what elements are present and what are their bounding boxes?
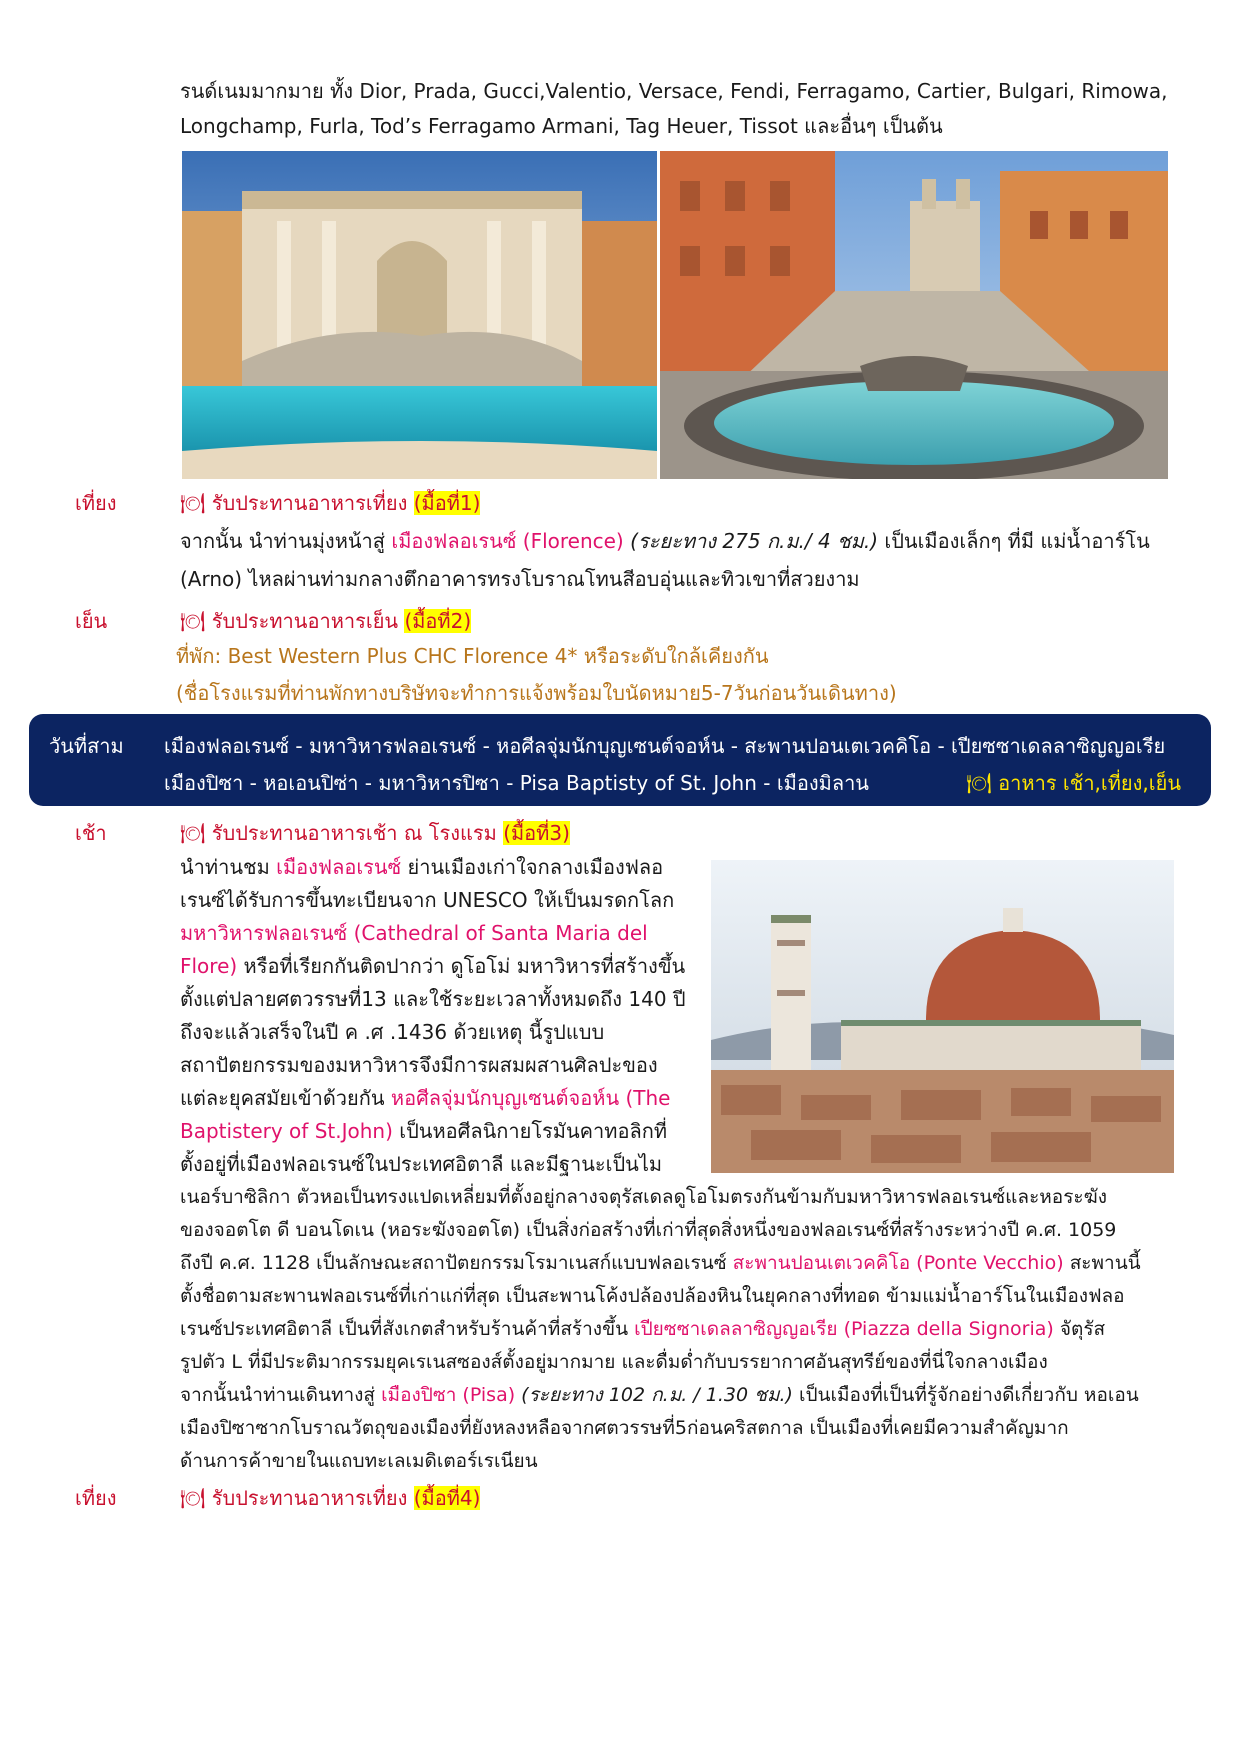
florence-para-line-2: เรนซ์ได้รับการขึ้นทะเบียนจาก UNESCO ให้เป็นมรดกโลก xyxy=(180,888,675,912)
distance: (ระยะทาง 102 ก.ม. / 1.30 ชม.) xyxy=(521,1384,793,1406)
day-label: วันที่สาม xyxy=(49,734,124,758)
dinner-meal-line xyxy=(180,605,471,637)
place-name: สะพานปอนเตเวคคิโอ (Ponte Vecchio) xyxy=(732,1252,1064,1274)
text: จากนั้น นำท่านมุ่งหน้าสู่ xyxy=(180,529,385,553)
text: จากนั้นนำท่านเดินทางสู่ xyxy=(180,1384,376,1406)
distance: (ระยะทาง 275 ก.ม./ 4 ชม.) xyxy=(630,529,879,553)
intro-line-1: รนด์เนมมากมาย ทั้ง Dior, Prada, Gucci,Valentio, Versace, Fendi, Ferragamo, Cartier, Bulgari, Rimowa, xyxy=(180,79,1168,103)
florence-para-line-11: เนอร์บาซิลิกา ตัวหอเป็นทรงแปดเหลี่ยมที่ตั้งอยู่กลางจตุรัสเดลดูโอโมตรงกันข้ามกับมหาวิหารฟลอเรนซ์และหอระฆัง xyxy=(180,1186,1108,1208)
spanish-steps-photo xyxy=(660,151,1168,479)
text: สะพานนี้ xyxy=(1069,1252,1141,1274)
hotel-line: ที่พัก: Best Western Plus CHC Florence 4* หรือระดับใกล้เคียงกัน xyxy=(176,644,769,668)
florence-para-line-13 xyxy=(180,1247,1141,1280)
lunch-label: เที่ยง xyxy=(75,491,117,515)
route-line-1: เมืองฟลอเรนซ์ - มหาวิหารฟลอเรนซ์ - หอศีลจุ่มนักบุญเซนต์จอห์น - สะพานปอนเตเวคคิโอ - เปียซซาเดลลาซิญญอเรีย xyxy=(164,734,1166,758)
florence-para-line-16: รูปตัว L ที่มีประติมากรรมยุคเรเนสซองส์ตั้งอยู่มากมาย และดื่มด่ำกับบรรยากาศอันสุทรีย์ของที่นี่ใจกลางเมือง xyxy=(180,1351,1048,1373)
day-banner xyxy=(29,714,1211,806)
trevi-fountain-photo xyxy=(182,151,657,479)
lunch2-label: เที่ยง xyxy=(75,1486,117,1510)
text: หรือที่เรียกกันติดปากว่า ดูโอโม่ มหาวิหารที่สร้างขึ้น xyxy=(243,954,686,978)
florence-para-line-5: ตั้งแต่ปลายศตวรรษที่13 และใช้ระยะเวลาทั้งหมดถึง 140 ปี xyxy=(180,987,686,1011)
lunch2-meal-text: รับประทานอาหารเที่ยง xyxy=(211,1486,408,1510)
lunch-meal-badge: (มื้อที่1) xyxy=(413,491,481,515)
intro-line-2: Longchamp, Furla, Tod’s Ferragamo Armani, Tag Heuer, Tissot และอื่นๆ เป็นต้น xyxy=(180,114,943,138)
florence-para-line-10: ตั้งอยู่ที่เมืองฟลอเรนซ์ในประเทศอิตาลี และมีฐานะเป็นไม xyxy=(180,1152,663,1176)
florence-para-line-4 xyxy=(180,950,685,983)
pisa-para-line-2: เมืองปิซาซากโบราณวัตถุของเมืองที่ยังหลงหลือจากศตวรรษที่5ก่อนคริสตกาล เป็นเมืองที่เคยมีความสำคัญมาก xyxy=(180,1417,1069,1439)
florence-para-line-7: สถาปัตยกรรมของมหาวิหารจึงมีการผสมผสานศิลปะของ xyxy=(180,1053,658,1077)
place-name: เมืองฟลอเรนซ์ xyxy=(276,855,402,879)
dinner-meal-text: รับประทานอาหารเย็น xyxy=(211,609,399,633)
place-name: เมืองปิซา (Pisa) xyxy=(381,1384,516,1406)
plate-icon: 🍽 xyxy=(180,821,206,845)
place-name: เมืองฟลอเรนซ์ (Florence) xyxy=(391,529,624,553)
florence-para-line-8 xyxy=(180,1082,671,1115)
florence-para-line-12: ของจอตโต ดี บอนโดเน (หอระฆังจอตโต) เป็นสิ่งก่อสร้างที่เก่าที่สุดสิ่งหนึ่งของฟลอเรนซ์ที่สร้างระหว่างปี ค.ศ. 1059 xyxy=(180,1219,1117,1241)
lunch2-meal-badge: (มื้อที่4) xyxy=(413,1486,481,1510)
florence-intro-line-2: (Arno) ไหลผ่านท่ามกลางตึกอาคารทรงโบราณโทนสีอบอุ่นและทิวเขาที่สวยงาม xyxy=(180,567,860,591)
text: เรนซ์ประเทศอิตาลี เป็นที่สังเกตสำหรับร้านค้าที่สร้างขึ้น xyxy=(180,1318,629,1340)
place-name: Flore) xyxy=(180,954,238,978)
florence-para-line-3: มหาวิหารฟลอเรนซ์ (Cathedral of Santa Maria del xyxy=(180,921,648,945)
lunch-meal-line xyxy=(180,487,480,519)
florence-para-line-1 xyxy=(180,851,663,884)
dinner-label: เย็น xyxy=(75,609,108,633)
dinner-meal-badge: (มื้อที่2) xyxy=(404,609,472,633)
plate-icon: 🍽 xyxy=(966,771,992,795)
breakfast-meal-line xyxy=(180,817,570,849)
florence-para-line-9 xyxy=(180,1115,667,1148)
text: ถึงปี ค.ศ. 1128 เป็นลักษณะสถาปัตยกรรมโรมาเนสก์แบบฟลอเรนซ์ xyxy=(180,1252,727,1274)
breakfast-meal-text: รับประทานอาหารเช้า ณ โรงแรม xyxy=(211,821,497,845)
text: นำท่านชม xyxy=(180,855,270,879)
text: เป็นหอศีลนิกายโรมันคาทอลิกที่ xyxy=(399,1119,668,1143)
plate-icon: 🍽 xyxy=(180,491,206,515)
lunch2-meal-line xyxy=(180,1482,480,1514)
text: แต่ละยุคสมัยเข้าด้วยกัน xyxy=(180,1086,385,1110)
place-name: หอศีลจุ่มนักบุญเซนต์จอห์น (The xyxy=(390,1086,671,1110)
lunch-meal-text: รับประทานอาหารเที่ยง xyxy=(211,491,408,515)
place-name: Baptistery of St.John) xyxy=(180,1119,393,1143)
text: เป็นเมืองเล็กๆ ที่มี แม่น้ำอาร์โน xyxy=(884,529,1150,553)
florence-para-line-14: ตั้งชื่อตามสะพานฟลอเรนซ์ที่เก่าแก่ที่สุด เป็นสะพานโค้งปล้องปล้องหินในยุคกลางที่ทอด ข้ามแม่น้ำอาร์โนในเมืองฟลอ xyxy=(180,1285,1125,1307)
text: จัตุรัส xyxy=(1059,1318,1106,1340)
day-meals-text: อาหาร เช้า,เที่ยง,เย็น xyxy=(998,771,1181,795)
plate-icon: 🍽 xyxy=(180,609,206,633)
day-meals xyxy=(966,767,1181,799)
text: เป็นเมืองที่เป็นที่รู้จักอย่างดีเกี่ยวกับ หอเอน xyxy=(799,1384,1139,1406)
plate-icon: 🍽 xyxy=(180,1486,206,1510)
florence-para-line-6: ถึงจะแล้วเสร็จในปี ค .ศ .1436 ด้วยเหตุ นี้รูปแบบ xyxy=(180,1020,605,1044)
text: ย่านเมืองเก่าใจกลางเมืองฟลอ xyxy=(407,855,664,879)
route-line-2: เมืองปิซา - หอเอนปิซ่า - มหาวิหารปิซา - Pisa Baptisty of St. John - เมืองมิลาน xyxy=(164,771,869,795)
pisa-para-line-1 xyxy=(180,1379,1139,1412)
hotel-note: (ชื่อโรงแรมที่ท่านพักทางบริษัทจะทำการแจ้งพร้อมใบนัดหมาย5-7วันก่อนวันเดินทาง) xyxy=(176,681,897,705)
place-name: เปียซซาเดลลาซิญญอเรีย (Piazza della Signoria) xyxy=(634,1318,1054,1340)
florence-cathedral-photo xyxy=(711,860,1174,1173)
breakfast-meal-badge: (มื้อที่3) xyxy=(503,821,570,845)
breakfast-label: เช้า xyxy=(75,821,107,845)
florence-para-line-15 xyxy=(180,1313,1105,1346)
florence-intro-line-1 xyxy=(180,525,1150,558)
pisa-para-line-3: ด้านการค้าขายในแถบทะเลเมดิเตอร์เรเนียน xyxy=(180,1450,538,1472)
